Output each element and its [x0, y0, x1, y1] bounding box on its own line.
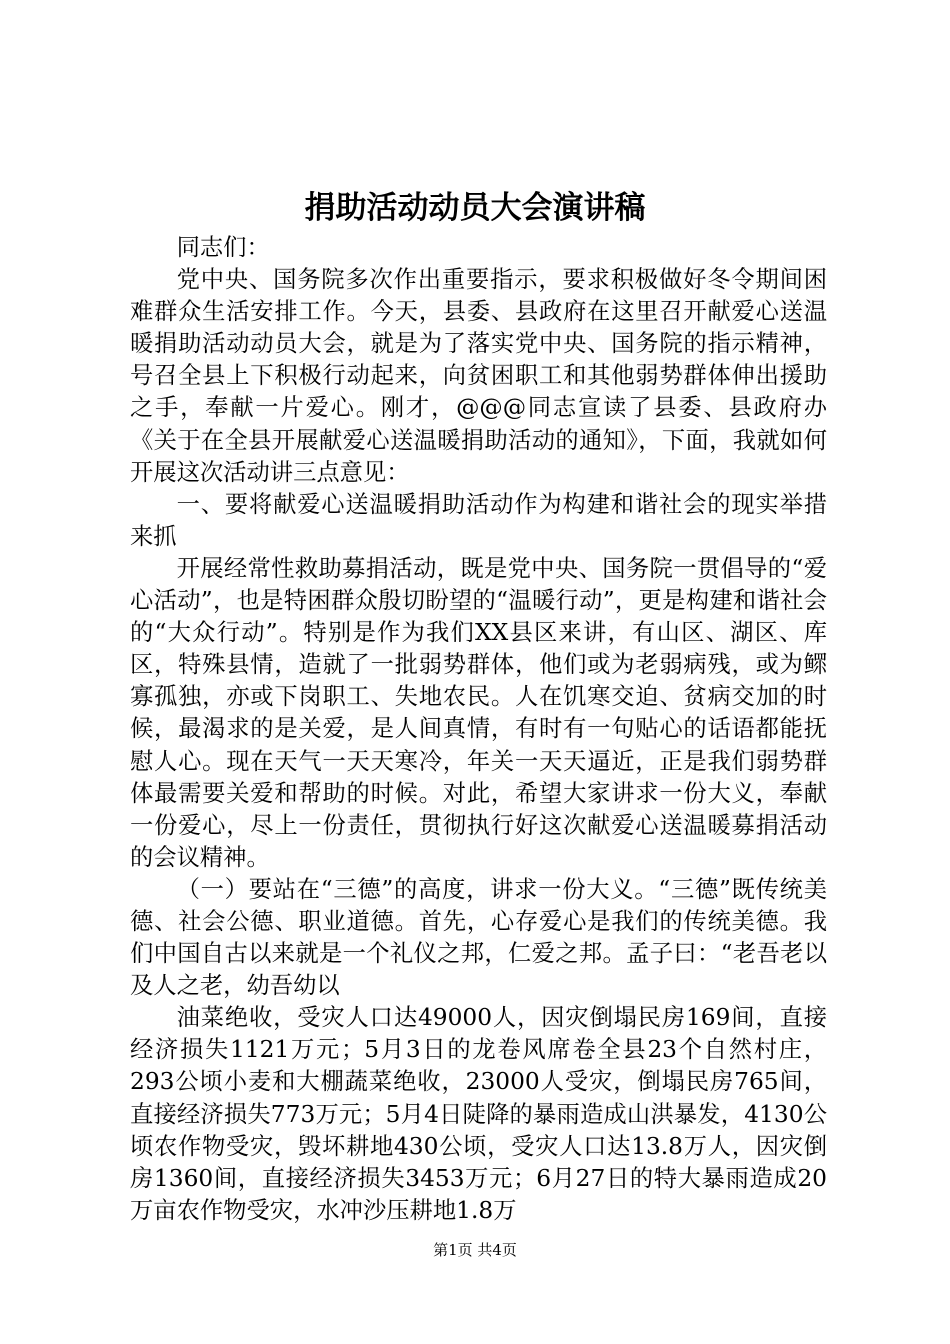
salutation-paragraph: 同志们：: [176, 234, 270, 261]
page-number-footer: 第1页 共4页: [433, 1241, 517, 1259]
section-heading-1: 一、要将献爱心送温暖捐助活动作为构建和谐社会的现实举措来抓: [130, 490, 827, 550]
page-title: 捐助活动动员大会演讲稿: [304, 190, 646, 226]
subsection-paragraph: （一）要站在“三德”的高度，讲求一份大义。“三德”既传统美德、社会公德、职业道德。首先，心存爱心是我们的传统美德。我们中国自古以来就是一个礼仪之邦，仁爱之邦。孟子曰：“老吾老以及人之老，幼吾幼以: [130, 875, 827, 1000]
body-paragraph: 开展经常性救助募捐活动，既是党中央、国务院一贯倡导的“爱心活动”，也是特困群众殷切盼望的“温暖行动”，更是构建和谐社会的“大众行动”。特别是作为我们XX县区来讲，有山区、湖区、库区，特殊县情，造就了一批弱势群体，他们或为老弱病残，或为鳏寡孤独，亦或下岗职工、失地农民。人在饥寒交迫、贫病交加的时候，最渴求的是关爱，是人间真情，有时有一句贴心的话语都能抚慰人心。现在天气一天天寒冷，年关一天天逼近，正是我们弱势群体最需要关爱和帮助的时候。对此，希望大家讲求一份大义，奉献一份爱心，尽上一份责任，贯彻执行好这次献爱心送温暖募捐活动的会议精神。: [130, 554, 827, 871]
document-body: [130, 232, 827, 1227]
body-paragraph: 油菜绝收，受灾人口达49000人，因灾倒塌民房169间，直接经济损失1121万元；5月3日的龙卷风席卷全县23个自然村庄，293公顷小麦和大棚蔬菜绝收，23000人受灾，倒塌民房765间，直接经济损失773万元；5月4日陡降的暴雨造成山洪暴发，4130公顷农作物受灾，毁坏耕地430公顷，受灾人口达13.8万人，因灾倒房1360间，直接经济损失3453万元；6月27日的特大暴雨造成20万亩农作物受灾，水冲沙压耕地1.8万: [130, 1004, 827, 1224]
intro-paragraph: 党中央、国务院多次作出重要指示，要求积极做好冬令期间困难群众生活安排工作。今天，县委、县政府在这里召开献爱心送温暖捐助活动动员大会，就是为了落实党中央、国务院的指示精神，号召全县上下积极行动起来，向贫困职工和其他弱势群体伸出援助之手，奉献一片爱心。刚才，@@@同志宣读了县委、县政府办《关于在全县开展献爱心送温暖捐助活动的通知》，下面，我就如何开展这次活动讲三点意见：: [130, 266, 827, 486]
